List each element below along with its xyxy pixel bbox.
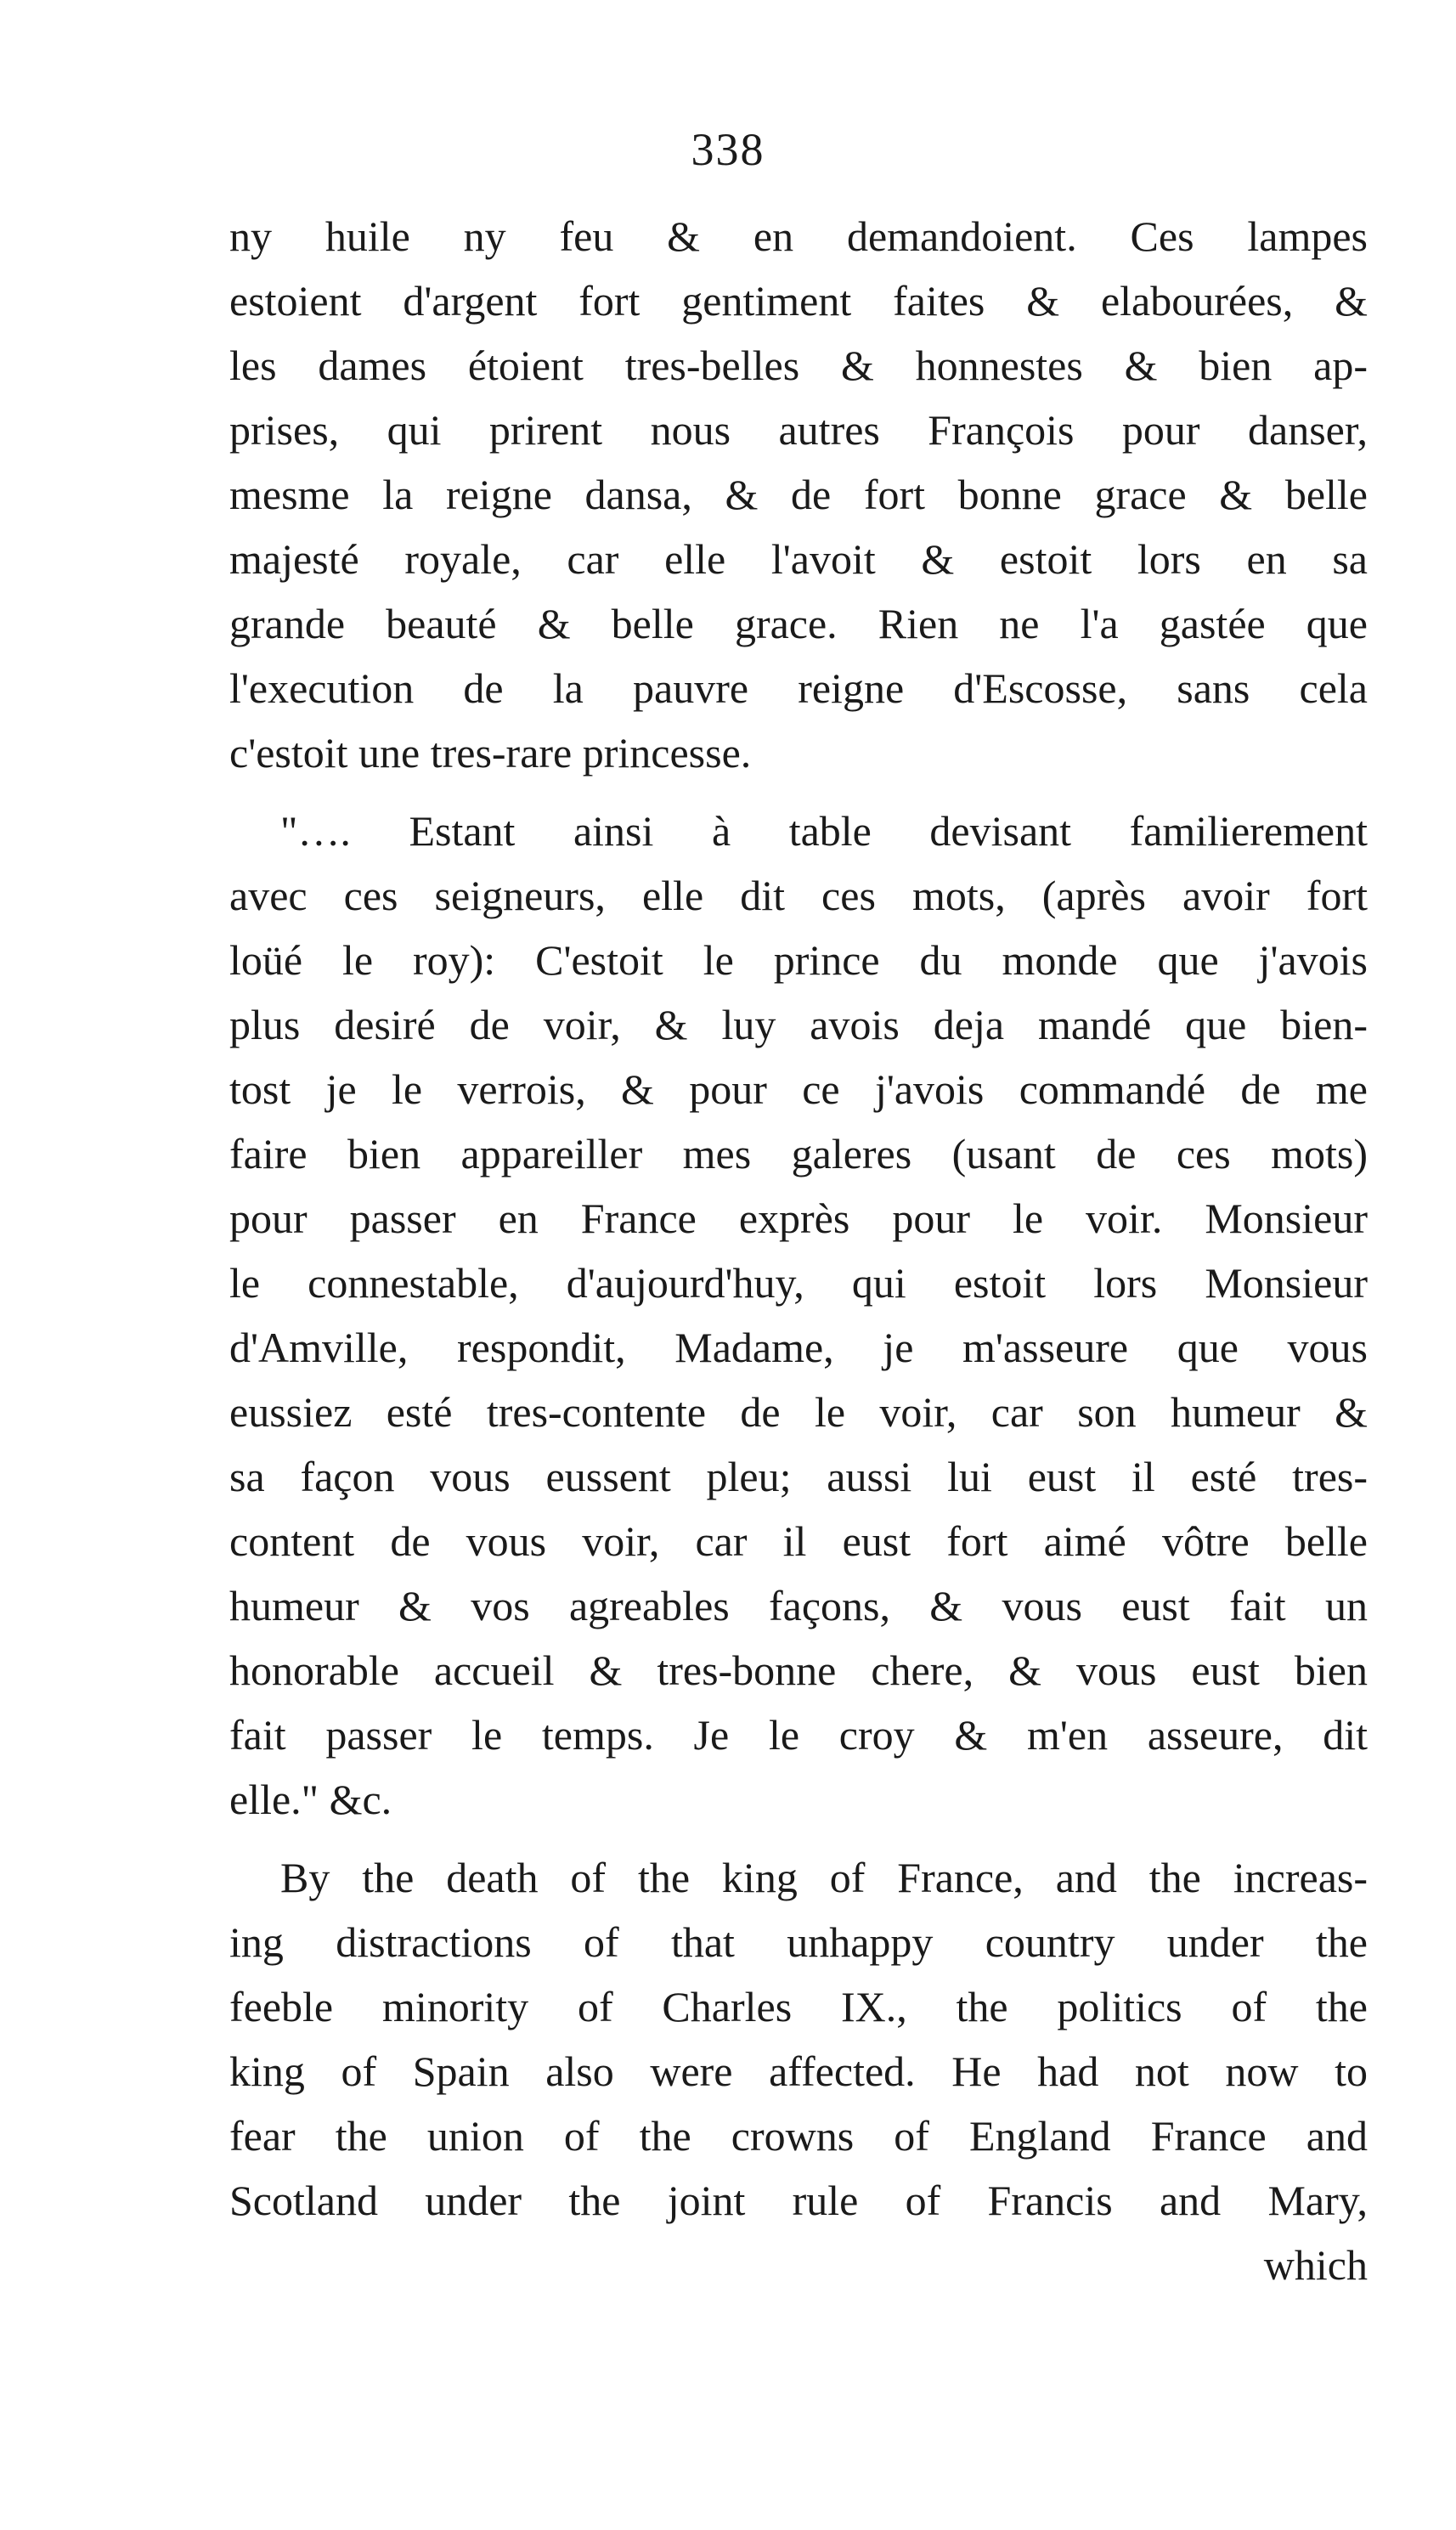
text-line: content de vous voir, car il eust fort aimé vôtre belle xyxy=(229,1517,1368,1565)
text-line: ing distractions of that unhappy country under the xyxy=(229,1918,1368,1966)
text-line: majesté royale, car elle l'avoit & estoit lors en sa xyxy=(229,535,1368,583)
text-line: tost je le verrois, & pour ce j'avois commandé de me xyxy=(229,1065,1368,1113)
text-line: le connestable, d'aujourd'huy, qui estoit lors Monsieur xyxy=(229,1259,1368,1307)
text-line: feeble minority of Charles IX., the politics of the xyxy=(229,1983,1368,2030)
text-line: elle." &c. xyxy=(229,1776,392,1823)
text-line: fait passer le temps. Je le croy & m'en asseure, dit xyxy=(229,1711,1368,1759)
page-number: 338 xyxy=(691,124,765,175)
text-line: ny huile ny feu & en demandoient. Ces lampes xyxy=(229,212,1368,260)
text-line: eussiez esté tres-contente de le voir, car son humeur & xyxy=(229,1388,1368,1436)
text-line: mesme la reigne dansa, & de fort bonne grace & belle xyxy=(229,471,1368,518)
text-line: prises, qui prirent nous autres François pour danser, xyxy=(229,406,1368,454)
text-line: plus desiré de voir, & luy avois deja mandé que bien- xyxy=(229,1001,1368,1048)
text-line: d'Amville, respondit, Madame, je m'asseure que vous xyxy=(229,1324,1368,1371)
text-line: faire bien appareiller mes galeres (usant de ces mots) xyxy=(229,1130,1368,1177)
text-line: loüé le roy): C'estoit le prince du monde que j'avois xyxy=(229,936,1368,984)
text-line: Scotland under the joint rule of Francis and Mary, xyxy=(229,2177,1368,2224)
text-line: "…. Estant ainsi à table devisant familierement xyxy=(280,807,1368,855)
paragraph xyxy=(229,1845,1368,2233)
text-line: fear the union of the crowns of England France and xyxy=(229,2112,1368,2160)
text-line: estoient d'argent fort gentiment faites & elabourées, & xyxy=(229,277,1368,325)
text-line: honorable accueil & tres-bonne chere, & vous eust bien xyxy=(229,1646,1368,1694)
text-line: grande beauté & belle grace. Rien ne l'a gastée que xyxy=(229,600,1368,647)
text-line: pour passer en France exprès pour le voir. Monsieur xyxy=(229,1194,1368,1242)
body-text xyxy=(229,204,1368,2297)
text-line: les dames étoient tres-belles & honnestes & bien ap- xyxy=(229,342,1368,389)
text-line: c'estoit une tres-rare princesse. xyxy=(229,729,752,777)
text-line: avec ces seigneurs, elle dit ces mots, (après avoir fort xyxy=(229,872,1368,919)
text-line: sa façon vous eussent pleu; aussi lui eust il esté tres- xyxy=(229,1453,1368,1500)
text-line: king of Spain also were affected. He had not now to xyxy=(229,2047,1368,2095)
paragraph xyxy=(229,204,1368,785)
catchword: which xyxy=(1263,2241,1368,2289)
text-line: l'execution de la pauvre reigne d'Escosse, sans cela xyxy=(229,664,1368,712)
paragraph xyxy=(229,799,1368,1832)
text-line: By the death of the king of France, and the increas- xyxy=(280,1854,1368,1901)
text-line: humeur & vos agreables façons, & vous eust fait un xyxy=(229,1582,1368,1629)
